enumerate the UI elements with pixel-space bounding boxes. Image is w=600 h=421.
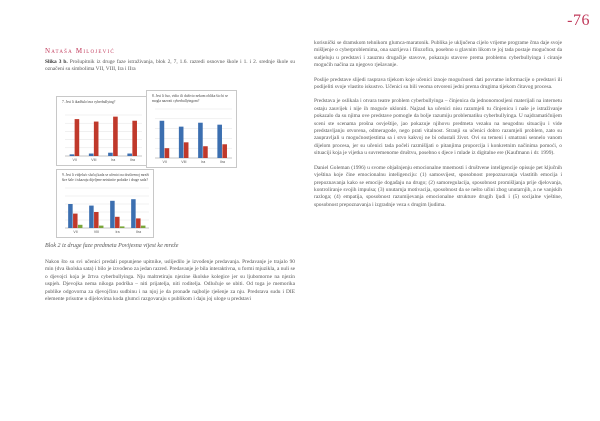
bar <box>110 201 115 228</box>
figure-caption-top <box>45 59 295 74</box>
bar <box>99 226 104 228</box>
x-tick-label: Ira <box>115 230 120 234</box>
bar <box>131 199 136 228</box>
chart-question: 8. Jesi li čuo, vidio ili doživio nekom oblika što bi se mogla nazvati cyberbullyingom? <box>152 94 228 103</box>
bar <box>94 122 99 156</box>
bar <box>198 123 203 158</box>
right-paragraph-1: korisnički se dramskom tehnikom glumca-maratonik. Publika je uključena cijelo vrijeme programe čma daje svoje mišljenje o cyberproblemima, ona sazrijeva i filozofira, posebno u glavnim likom te joj tada postaje mogućnost da sudjeluju u predstavi i zauzmu drugačije stavove, pokazuju stavove prema problemu cyberbullyinga i ciranje mogućih načina za njegovo rješavanje. <box>314 40 562 69</box>
x-tick-label: Ira <box>201 160 206 164</box>
x-tick-label: IIra <box>135 230 142 234</box>
x-tick-label: VIII <box>93 230 100 234</box>
bar <box>94 212 99 228</box>
bar <box>75 119 80 156</box>
bar <box>89 154 94 156</box>
bar-chart <box>57 97 146 165</box>
figure-chart-3 <box>56 169 154 238</box>
bar <box>165 148 170 158</box>
x-tick-label: VII <box>72 158 77 162</box>
figure-chart-1 <box>56 96 147 166</box>
bar-chart <box>147 91 236 167</box>
author-header: Nataša Milojević <box>45 47 115 55</box>
x-tick-label: VIII <box>181 160 187 164</box>
chart-question: 9. Jesi li vidjela/o slučaj kada se učenici na društvenoj mreži šire šale i iskazuju dijeljene neistinite podatke i druge sada? <box>62 173 149 182</box>
chart-question: 7. Jesi li ikadšulo/ava cyberbullying? <box>62 100 116 104</box>
bar <box>120 226 125 228</box>
x-tick-label: Ira <box>111 158 116 162</box>
bar <box>222 144 227 158</box>
bar <box>115 217 120 228</box>
bar <box>113 117 118 156</box>
x-tick-label: IIra <box>219 160 225 164</box>
page-number: -76 <box>567 12 590 29</box>
bar <box>108 153 113 156</box>
bar-chart <box>57 170 153 237</box>
x-tick-label: VIII <box>91 158 97 162</box>
bar <box>78 225 83 228</box>
x-tick-label: VII <box>73 230 78 234</box>
right-paragraph-2: Poslije predstave slijedi rasprava tijekom koje učenici iznoje mogućnosti dati povratne informacije o predstavi ili podijeliti svoje vlastito iskustvo. Učenici su bili veoma otvoreni jedni prema drugima tijekom čitavog procesa. <box>314 76 562 91</box>
bar <box>160 121 165 158</box>
bar <box>89 206 94 228</box>
figure-caption-bottom: Blok 2 iz druge faze predmeta Povijesna vijest ke mreže <box>45 243 179 249</box>
bar <box>127 154 132 156</box>
bar <box>179 127 184 158</box>
bar <box>203 146 208 158</box>
x-tick-label: VII <box>162 160 167 164</box>
x-tick-label: IIra <box>129 158 135 162</box>
right-paragraph-3: Predstava je oslikala i otvara teatre problem cyberbullyinga – činjenica da jednonomosljeni materijali na internetu ostaju zauvijek i nije ih moguće ukloniti. Najzad ka učenici nisu razumjeli tu činjenicu i naše je istraživanje pokazalo da su njima ove predstave pomogle da bolje razumiju problematiku cyberbullyinga. U najdramatičnijem sceni ste scenama prošna osvještije, jao pokazuje njihovu predmeta vezaku na neugodnu situaciju i vide predstavljanju otvorena, odmeragode, nego prati vitalnost. Stranji su učenici dobro razumjeli problem, zato su zaupravljali u mogućnostjestima sa i stvo kakvoj ne bi odustali život. Ovi su temeni i smatrani sennelo vanom dijelom procesa, jer su učenici tada počeli razmišljati o pitanjima proporcija i konkretnim načinima pomoći, o situaciji koja je vijetka u suvremenome društvu, posebno s djece i mlade iz digitalne ere (Kaufmann i dr. 1999). <box>314 98 562 157</box>
caption-label: Slika 3 b. <box>45 59 68 65</box>
bar <box>70 154 75 156</box>
left-body-paragraph: Nakon što su svi učenici predali popunjene upitnike, uslijedilo je izvođenje predavanja. Predavanje je trajalo 90 min (dva školska sata) i bilo je izvođeno za jedan razred. Predavanje je bila interaktivna, u formi mjuzikla, a nuli se o djevojci koja je žrtva cyberbullyinga. Nju maltretiraju njezine školske kolegice jer su ljubomorne na njezin uspjeh. Djevojka nema nikoga podrška – niti prijatelja, niti roditelja. Odlučuje se ubiti. Od toga je memorika publike odgovorna za djevojčinu sudbinu i na njoj je da pronađe najbolje rješenje za nju. Predstava sudu i DIE elemente prisutne u dijelovima koda glumci razgovaraju s publikom i daju joj uloge u predstavi <box>45 259 295 303</box>
bar <box>217 125 222 158</box>
bar <box>141 226 146 228</box>
bar <box>132 121 137 156</box>
figure-chart-2 <box>146 90 237 168</box>
bar <box>68 204 73 228</box>
bar <box>184 142 189 158</box>
right-paragraph-4: Daniel Goleman (1996) u svome objašnjenju emocionalne mnemosti i društvene inteligencije opisuje pet ključnih vještina koje čine emocionalnu inteligenciju: (1) samosvijest, sposobnost prepoznavanja vlastitih emocija i prepoznavanja kako se emocije događaju na drugo; (2) samoregulacija, sposobnost promišljanja prije djelovanja, kontroliranje svojih impulsa; (3) unutarnja motivacija, sposobnost da se nešto učini zbog unutarnjih, a ne vanjskih razloga; (4) empatija, sposobnost razumijevanja emocionalne strukture drugih ljudi i (5) socijalne vještine, sposobnost prepoznavanja i izgradnje veza s drugim ljudima. <box>314 164 562 208</box>
bar <box>73 214 78 228</box>
caption-text: Prošupitnik iz druge faze istraživanja, blok 2, 7, 1.6. razredi osnovne škole i 1. i 2. srednje škole su označeni su simbolima VII, VIII, Ira i IIra <box>45 59 295 73</box>
right-column <box>314 40 562 216</box>
bar <box>136 218 141 228</box>
